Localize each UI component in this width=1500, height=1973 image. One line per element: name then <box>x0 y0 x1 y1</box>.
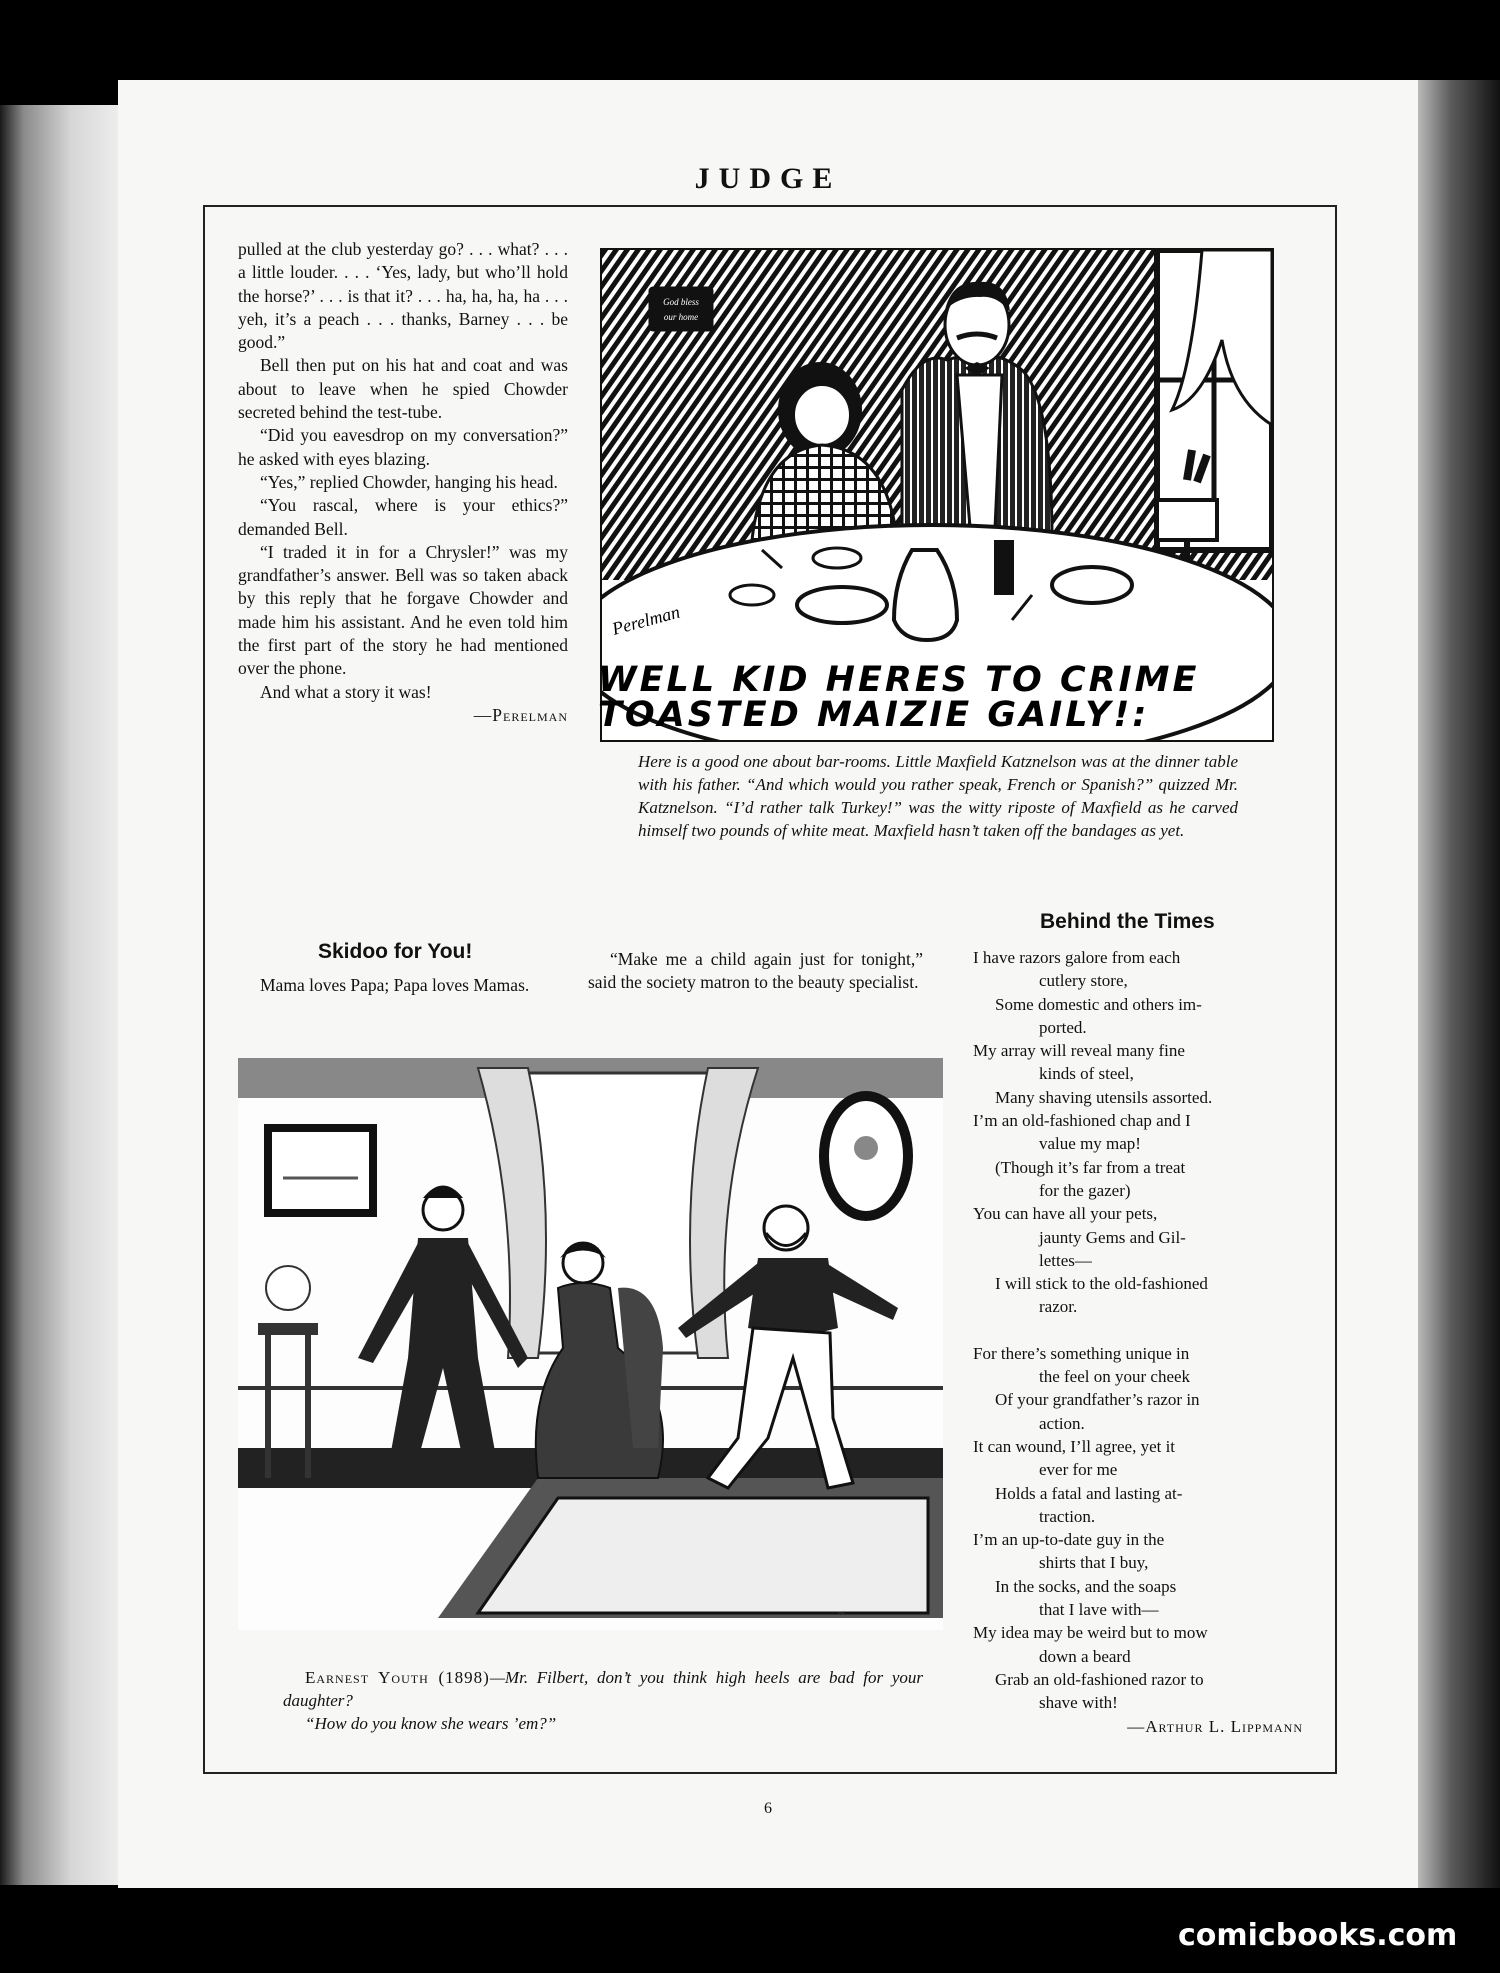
paragraph: And what a story it was! <box>260 681 432 702</box>
poem-title: Behind the Times <box>1040 910 1215 933</box>
svg-text:~: ~ <box>836 1606 847 1622</box>
skidoo-title: Skidoo for You! <box>318 940 473 963</box>
page-number: 6 <box>764 1800 772 1817</box>
cartoon-headline: WELL KID HERES TO CRIME TOASTED MAIZIE GAILY!: <box>598 660 1200 735</box>
parlor-cartoon-caption: Earnest Youth (1898)—Mr. Filbert, don’t you think high heels are bad for your daughter? “How do you know she wears ’em?” <box>283 1668 923 1733</box>
wall-sign-text: God bless <box>663 297 699 307</box>
parlor-cartoon <box>238 1058 943 1630</box>
masthead: JUDGE <box>694 162 842 195</box>
paragraph: Bell then put on his hat and coat and was about to leave when he spied Chowder secreted behind the test-tube. <box>238 355 568 423</box>
poem-body: I have razors galore from each cutlery store, Some domestic and others im- ported. My array will reveal many fine kinds of steel, Many shaving utensils assorted. I’m an old-fashioned chap and I value my map! (Though it’s far from a treat for the gazer) You can have all your pets, jaunty Gems and Gil- lettes— I will stick to the old-fashioned razor. For there’s something unique in the feel on your cheek Of your grandfather’s razor in action. It can wound, I’ll agree, yet it ever for me Holds a fatal and lasting at- traction. I’m an up-to-date guy in the shirts that I buy, In the socks, and the soaps that I lave with— My idea may be weird but to mow down a beard Grab an old-fashioned razor to shave with! —Arthur L. Lippmann <box>973 946 1313 1738</box>
poem-signature: —Arthur L. Lippmann <box>1127 1716 1303 1736</box>
magazine-page <box>118 80 1418 1888</box>
book-spine-shadow <box>1418 80 1500 1888</box>
parlor-illustration <box>238 1058 943 1630</box>
svg-text:our home: our home <box>663 312 699 322</box>
cartoon-caption: Here is a good one about bar-rooms. Little Maxfield Katznelson was at the dinner table with his father. “And which would you rather speak, French or Spanish?” quizzed Mr. Katznelson. “I’d rather talk Turkey!” was the witty riposte of Maxfield as he carved himself two pounds of white meat. Maxfield hasn’t taken off the bandages as yet. <box>638 752 1238 840</box>
author-signature: —Perelman <box>473 704 568 725</box>
paragraph: “Yes,” replied Chowder, hanging his head. <box>260 471 558 492</box>
skidoo-text: Mama loves Papa; Papa loves Mamas. <box>260 975 530 995</box>
paragraph: “I traded it in for a Chrysler!” was my grandfather’s answer. Bell was so taken aback by this reply that he forgave Chowder and made him his assistant. And he even told him the first part of the story he had mentioned over the phone. <box>238 541 568 679</box>
left-column-text <box>238 238 568 727</box>
artist-signature: Perelman <box>609 601 682 639</box>
paragraph: “Did you eavesdrop on my conversation?” he asked with eyes blazing. <box>238 425 568 469</box>
watermark: comicbooks.com <box>1178 1918 1458 1953</box>
child-joke-text: “Make me a child again just for tonight,” said the society matron to the beauty specialist. <box>588 949 923 993</box>
paragraph: pulled at the club yesterday go? . . . what? . . . a little louder. . . . ‘Yes, lady, but who’ll hold the horse?’ . . . is that it? . . . ha, ha, ha, ha . . . yeh, it’s a peach . . . thanks, Barney . . . be good.” <box>238 239 568 353</box>
book-page-stack <box>0 105 118 1885</box>
paragraph: “You rascal, where is your ethics?” demanded Bell. <box>238 495 568 539</box>
